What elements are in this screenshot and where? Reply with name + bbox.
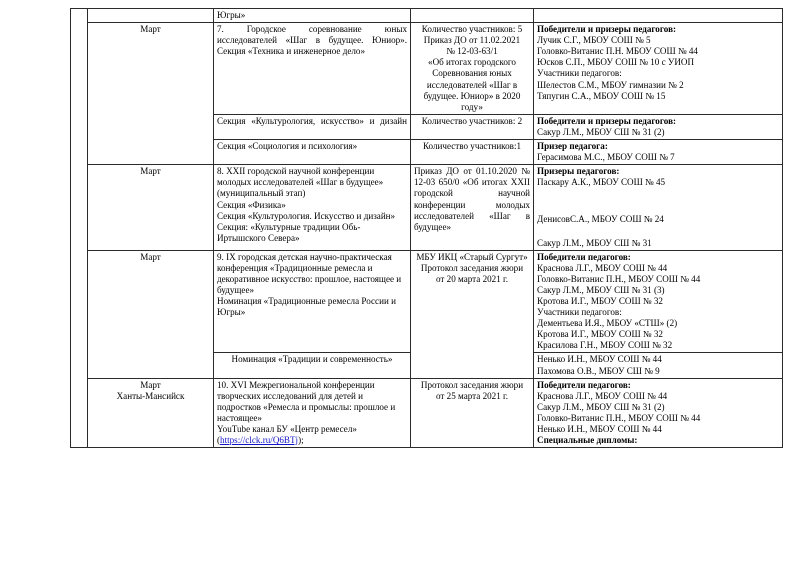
link-suffix: ); <box>298 435 304 446</box>
result-line: Сакур Л.М., МБОУ СШ № 31 <box>537 237 652 248</box>
document-line: от 20 марта 2021 г. <box>435 273 509 284</box>
result-line: Сакур Л.М., МБОУ СШ № 31 (2) <box>537 126 665 137</box>
document-cell <box>411 165 534 250</box>
document-line: году» <box>461 101 483 112</box>
event-line: Секция «Культурология, искусство» и дизайн <box>217 115 407 126</box>
result-line: Кротова И.Г., МБОУ СОШ № 32 <box>537 329 663 340</box>
table-row <box>71 250 783 353</box>
result-line: Головко-Витанис П.Н., МБОУ СОШ № 44 <box>537 412 701 423</box>
event-link-line <box>217 435 407 446</box>
result-line: Пахомова О.В., МБОУ СШ № 9 <box>537 365 660 376</box>
document-line: Количество участников:1 <box>422 141 522 152</box>
table-row <box>71 9 783 23</box>
result-cell <box>534 353 783 378</box>
document-line: Приказ ДО от 01.10.2020 № 12-03 650/0 «Об итогах XXII городской научной конференции молодых исследователей «Шаг в будущее» <box>414 166 530 232</box>
period-label: Март <box>140 251 161 262</box>
event-cell <box>214 250 411 353</box>
result-cell <box>534 114 783 139</box>
result-title: Победители и призеры педагогов: <box>537 24 677 35</box>
result-spacer <box>537 226 779 238</box>
document-line: «Об итогах городского <box>428 57 516 68</box>
document-line: Соревнования юных <box>432 68 512 79</box>
table-row <box>71 23 783 115</box>
event-line: YouTube канал БУ «Центр ремесел» <box>217 424 357 434</box>
period-cell <box>88 23 214 165</box>
result-title: Призер педагога: <box>537 141 608 152</box>
event-cell <box>214 378 411 448</box>
event-line: Секция «Культурология. Искусство и дизайн» <box>217 210 396 221</box>
table-row <box>71 165 783 250</box>
document-line: МБУ ИКЦ «Старый Сургут» <box>416 251 528 262</box>
result-line: Краснова Л.Г., МБОУ СОШ № 44 <box>537 390 668 401</box>
event-line: Секция «Техника и инженерное дело» <box>217 46 366 57</box>
schedule-table <box>70 8 783 448</box>
event-line: 7. Городское соревнование юных исследователей «Шаг в будущее. Юниор». <box>217 24 407 46</box>
document-cell <box>411 250 534 378</box>
event-line: Секция: «Культурные традиции Обь-Иртышского Севера» <box>217 221 361 243</box>
document-line: Количество участников: 2 <box>421 115 523 126</box>
result-line: Красилова Г.Н., МБОУ СОШ № 32 <box>537 340 673 351</box>
result-footer: Специальные дипломы: <box>537 435 638 446</box>
result-line: Головко-Витанис П.Н., МБОУ СОШ № 44 <box>537 273 701 284</box>
document-cell <box>411 114 534 139</box>
result-cell <box>534 250 783 353</box>
event-line: Номинация «Традиции и современность» <box>231 354 393 365</box>
document-cell <box>411 9 534 23</box>
document-cell <box>411 140 534 165</box>
event-line: Секция «Социология и психология» <box>217 141 358 152</box>
result-line: Дементьева И.Я., МБОУ «СТШ» (2) <box>537 318 678 329</box>
document-line: от 25 марта 2021 г. <box>435 390 509 401</box>
period-cell <box>88 250 214 378</box>
result-line: Герасимова М.С., МБОУ СОШ № 7 <box>537 152 675 163</box>
result-line: Кротова И.Г., МБОУ СОШ № 32 <box>537 295 663 306</box>
result-cell <box>534 165 783 250</box>
event-line: Югры» <box>217 10 246 20</box>
result-line: Ненько И.Н., МБОУ СОШ № 44 <box>537 354 662 365</box>
table-row <box>71 378 783 448</box>
period-location-label: Ханты-Мансийск <box>116 390 185 401</box>
result-cell <box>534 378 783 448</box>
result-line: Юсков С.П., МБОУ СОШ № 10 с УИОП <box>537 57 695 68</box>
result-line: Шелестов С.М., МБОУ гимназии № 2 <box>537 79 684 90</box>
period-cell <box>88 9 214 23</box>
document-cell <box>411 23 534 115</box>
event-line: 9. IX городская детская научно-практическая конференция «Традиционные ремесла и декоративное искусство: прошлое, настоящее и будущее» <box>217 251 402 295</box>
result-line: ДенисовС.А., МБОУ СОШ № 24 <box>537 214 664 225</box>
period-label: Март <box>140 379 161 390</box>
result-line: Участники педагогов: <box>537 307 622 318</box>
result-line: Краснова Л.Г., МБОУ СОШ № 44 <box>537 262 668 273</box>
document-line: исследователей «Шаг в <box>426 79 518 90</box>
result-cell <box>534 23 783 115</box>
document-line: Количество участников: 5 <box>421 24 523 35</box>
event-cell <box>214 9 411 23</box>
document-line: № 12-03-63/1 <box>446 46 498 57</box>
result-line: Паскару А.К., МБОУ СОШ № 45 <box>537 177 666 188</box>
youtube-channel-link[interactable]: https://clck.ru/Q6BTj <box>220 435 299 446</box>
result-cell <box>534 140 783 165</box>
left-gutter-cell <box>71 9 88 448</box>
event-line: Секция «Физика» <box>217 199 286 210</box>
event-cell <box>214 114 411 139</box>
result-line: Лучик С.Г., МБОУ СОШ № 5 <box>537 35 651 46</box>
event-line: 10. XVI Межрегиональной конференции творческих исследований для детей и подростков «Ремесла и промыслы: прошлое и настоящее» <box>217 379 396 423</box>
result-cell <box>534 9 783 23</box>
event-cell <box>214 353 411 378</box>
event-cell <box>214 140 411 165</box>
link-prefix: ( <box>217 435 221 446</box>
period-label: Март <box>140 24 161 35</box>
document-line: будущее. Юниор» в 2020 <box>423 90 521 101</box>
result-line: Тяпугин С.А., МБОУ СОШ № 15 <box>537 90 666 101</box>
document-cell <box>411 378 534 448</box>
document-line: Протокол заседания жюри <box>420 379 524 390</box>
event-cell <box>214 23 411 115</box>
event-cell <box>214 165 411 250</box>
result-line: Участники педагогов: <box>537 68 622 79</box>
result-spacer <box>537 188 779 214</box>
result-title: Призеры педагогов: <box>537 166 620 177</box>
result-title: Победители педагогов: <box>537 251 631 262</box>
result-line: Ненько И.Н., МБОУ СОШ № 44 <box>537 424 662 434</box>
event-line: 8. XXII городской научной конференции молодых исследователей «Шаг в будущее» (муниципальный этап) <box>217 166 384 199</box>
event-line: Номинация «Традиционные ремесла России и Югры» <box>217 295 396 318</box>
period-label: Март <box>140 166 161 177</box>
result-title: Победители педагогов: <box>537 379 631 390</box>
period-cell <box>88 378 214 448</box>
result-line: Сакур Л.М., МБОУ СШ № 31 (3) <box>537 284 665 295</box>
result-title: Победители и призеры педагогов: <box>537 115 677 126</box>
document-line: Приказ ДО от 11.02.2021 <box>423 35 521 46</box>
period-cell <box>88 165 214 250</box>
result-line: Сакур Л.М., МБОУ СШ № 31 (2) <box>537 401 665 412</box>
result-line: Головко-Витанис П.Н. МБОУ СОШ № 44 <box>537 46 698 57</box>
document-line: Протокол заседания жюри <box>420 262 524 273</box>
